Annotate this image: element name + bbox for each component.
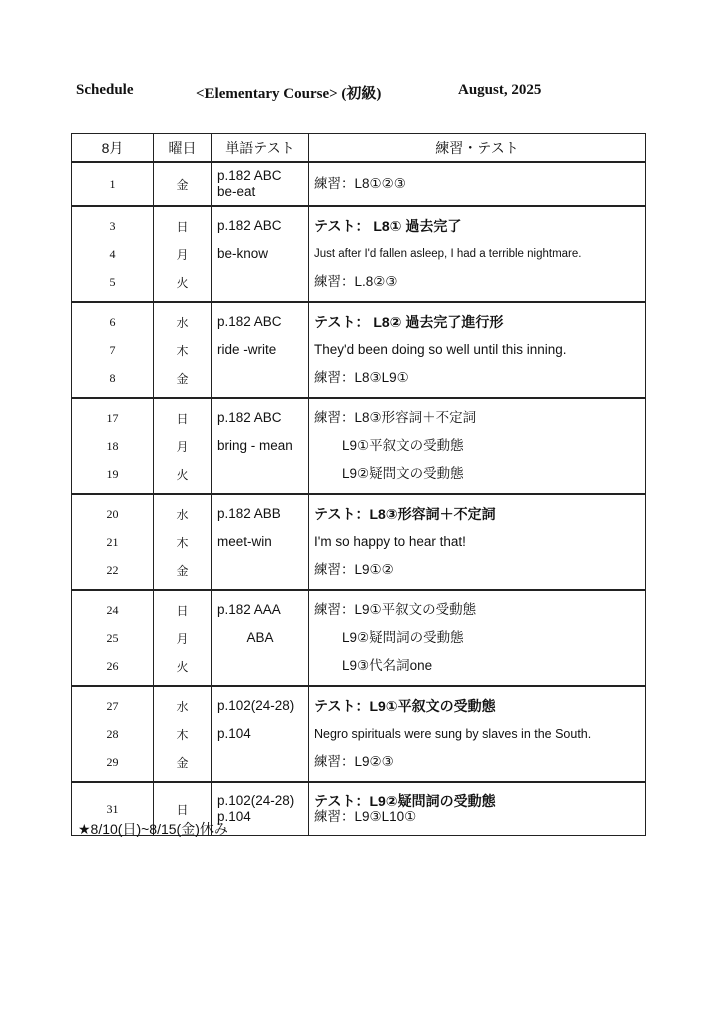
weekday-cell: 木 <box>154 720 212 748</box>
weekday-cell: 日 <box>154 596 212 624</box>
vocab-test-cell <box>212 624 309 652</box>
table-row <box>72 720 646 748</box>
row-group <box>72 302 646 398</box>
vocab-test-cell <box>212 500 309 528</box>
vocab-line: bring - mean <box>217 438 293 453</box>
table-row <box>72 404 646 432</box>
practice-test-cell: テスト： L8② 過去完了進行形 <box>309 308 646 336</box>
schedule-header <box>76 82 636 104</box>
table-row <box>72 528 646 556</box>
date-cell: 29 <box>72 748 154 776</box>
table-row <box>72 168 646 200</box>
weekday-cell: 金 <box>154 364 212 392</box>
vocab-test-cell <box>212 432 309 460</box>
vocab-line: meet-win <box>217 534 272 549</box>
vocab-line: p.182 ABB <box>217 506 281 521</box>
table-row <box>72 460 646 488</box>
practice-test-cell: 練習：L9①平叙文の受動態 <box>309 596 646 624</box>
vocab-test-cell <box>212 652 309 680</box>
weekday-cell: 日 <box>154 788 212 830</box>
table-row <box>72 500 646 528</box>
table-header-row <box>72 134 646 163</box>
table-row <box>72 268 646 296</box>
weekday-cell: 火 <box>154 460 212 488</box>
col-header-weekday: 曜日 <box>154 134 212 163</box>
date-cell: 7 <box>72 336 154 364</box>
weekday-cell: 水 <box>154 692 212 720</box>
weekday-cell: 月 <box>154 624 212 652</box>
table-row <box>72 652 646 680</box>
practice-test-cell: 練習：L8③形容詞＋不定詞 <box>309 404 646 432</box>
practice-test-cell: 練習：L8①②③ <box>309 168 646 200</box>
date-cell: 18 <box>72 432 154 460</box>
date-cell: 6 <box>72 308 154 336</box>
table-row <box>72 596 646 624</box>
practice-test-cell <box>309 788 646 830</box>
vocab-line: p.104 <box>217 809 251 824</box>
row-group <box>72 162 646 206</box>
vocab-line: p.182 AAA <box>217 602 281 617</box>
date-cell: 5 <box>72 268 154 296</box>
vocab-line: p.182 ABC <box>217 410 282 425</box>
date-cell: 24 <box>72 596 154 624</box>
weekday-cell: 金 <box>154 748 212 776</box>
weekday-cell: 水 <box>154 308 212 336</box>
vocab-test-cell <box>212 268 309 296</box>
practice-test-cell: L9③代名詞one <box>309 652 646 680</box>
table-row <box>72 308 646 336</box>
vocab-test-cell <box>212 364 309 392</box>
date-cell: 19 <box>72 460 154 488</box>
header-label: Schedule <box>76 82 134 98</box>
date-cell: 25 <box>72 624 154 652</box>
col-header-vocab-test: 単語テスト <box>212 134 309 163</box>
weekday-cell: 水 <box>154 500 212 528</box>
vocab-test-cell <box>212 336 309 364</box>
table-row <box>72 336 646 364</box>
table-row <box>72 432 646 460</box>
date-cell: 17 <box>72 404 154 432</box>
practice-test-cell: L9①平叙文の受動態 <box>309 432 646 460</box>
vocab-test-cell <box>212 692 309 720</box>
vocab-test-cell <box>212 404 309 432</box>
date-cell: 1 <box>72 168 154 200</box>
row-group <box>72 590 646 686</box>
weekday-cell: 金 <box>154 556 212 584</box>
practice-test-cell: 練習：L.8②③ <box>309 268 646 296</box>
test-line: テスト：L9②疑問詞の受動態 <box>314 793 496 809</box>
col-header-date: 8月 <box>72 134 154 163</box>
weekday-cell: 火 <box>154 268 212 296</box>
weekday-cell: 木 <box>154 336 212 364</box>
weekday-cell: 木 <box>154 528 212 556</box>
date-cell: 21 <box>72 528 154 556</box>
date-cell: 27 <box>72 692 154 720</box>
row-group <box>72 494 646 590</box>
vocab-line: p.182 ABC <box>217 168 282 183</box>
row-group <box>72 206 646 302</box>
holiday-note: ★8/10(日)~8/15(金)休み <box>78 821 228 837</box>
table-row <box>72 212 646 240</box>
vocab-line: p.102(24-28) <box>217 698 295 713</box>
vocab-test-cell <box>212 748 309 776</box>
weekday-cell: 金 <box>154 168 212 200</box>
practice-test-cell: テスト：L9①平叙文の受動態 <box>309 692 646 720</box>
table-row <box>72 556 646 584</box>
date-cell: 22 <box>72 556 154 584</box>
weekday-cell: 月 <box>154 432 212 460</box>
date-cell: 8 <box>72 364 154 392</box>
table-row <box>72 624 646 652</box>
vocab-test-cell <box>212 556 309 584</box>
date-cell: 28 <box>72 720 154 748</box>
date-cell: 3 <box>72 212 154 240</box>
vocab-line: p.102(24-28) <box>217 793 295 808</box>
schedule-table <box>71 133 646 836</box>
vocab-line: p.182 ABC <box>217 218 282 233</box>
practice-test-cell: L9②疑問文の受動態 <box>309 460 646 488</box>
row-group <box>72 398 646 494</box>
vocab-line: p.182 ABC <box>217 314 282 329</box>
table-row <box>72 692 646 720</box>
table-row <box>72 240 646 268</box>
date-cell: 31 <box>72 788 154 830</box>
vocab-test-cell <box>212 168 309 200</box>
weekday-cell: 日 <box>154 212 212 240</box>
practice-test-cell: 練習：L8③L9① <box>309 364 646 392</box>
practice-test-cell: テスト：L8③形容詞＋不定詞 <box>309 500 646 528</box>
practice-test-cell: They'd been doing so well until this inning. <box>309 336 646 364</box>
date-cell: 4 <box>72 240 154 268</box>
table-row <box>72 748 646 776</box>
vocab-line: ride -write <box>217 342 277 357</box>
practice-test-cell: Negro spirituals were sung by slaves in the South. <box>309 720 646 748</box>
vocab-test-cell <box>212 308 309 336</box>
vocab-line: p.104 <box>217 726 251 741</box>
practice-line: 練習：L9③L10① <box>314 809 417 824</box>
vocab-test-cell <box>212 720 309 748</box>
weekday-cell: 月 <box>154 240 212 268</box>
date-cell: 20 <box>72 500 154 528</box>
row-group <box>72 686 646 782</box>
practice-test-cell: 練習：L9②③ <box>309 748 646 776</box>
vocab-test-cell <box>212 212 309 240</box>
vocab-test-cell <box>212 460 309 488</box>
vocab-line: be-eat <box>217 184 256 199</box>
practice-test-cell: I'm so happy to hear that! <box>309 528 646 556</box>
weekday-cell: 火 <box>154 652 212 680</box>
date-cell: 26 <box>72 652 154 680</box>
practice-test-cell: テスト： L8① 過去完了 <box>309 212 646 240</box>
col-header-practice-test: 練習・テスト <box>309 134 646 163</box>
table-row <box>72 364 646 392</box>
weekday-cell: 日 <box>154 404 212 432</box>
vocab-line: ABA <box>246 630 274 645</box>
header-month: August, 2025 <box>458 82 542 98</box>
practice-test-cell: L9②疑問詞の受動態 <box>309 624 646 652</box>
vocab-line: be-know <box>217 246 269 261</box>
vocab-test-cell <box>212 240 309 268</box>
practice-test-cell: Just after I'd fallen asleep, I had a terrible nightmare. <box>309 240 646 268</box>
vocab-test-cell <box>212 528 309 556</box>
vocab-test-cell <box>212 596 309 624</box>
practice-test-cell: 練習：L9①② <box>309 556 646 584</box>
header-course: <Elementary Course> (初級) <box>196 86 382 102</box>
